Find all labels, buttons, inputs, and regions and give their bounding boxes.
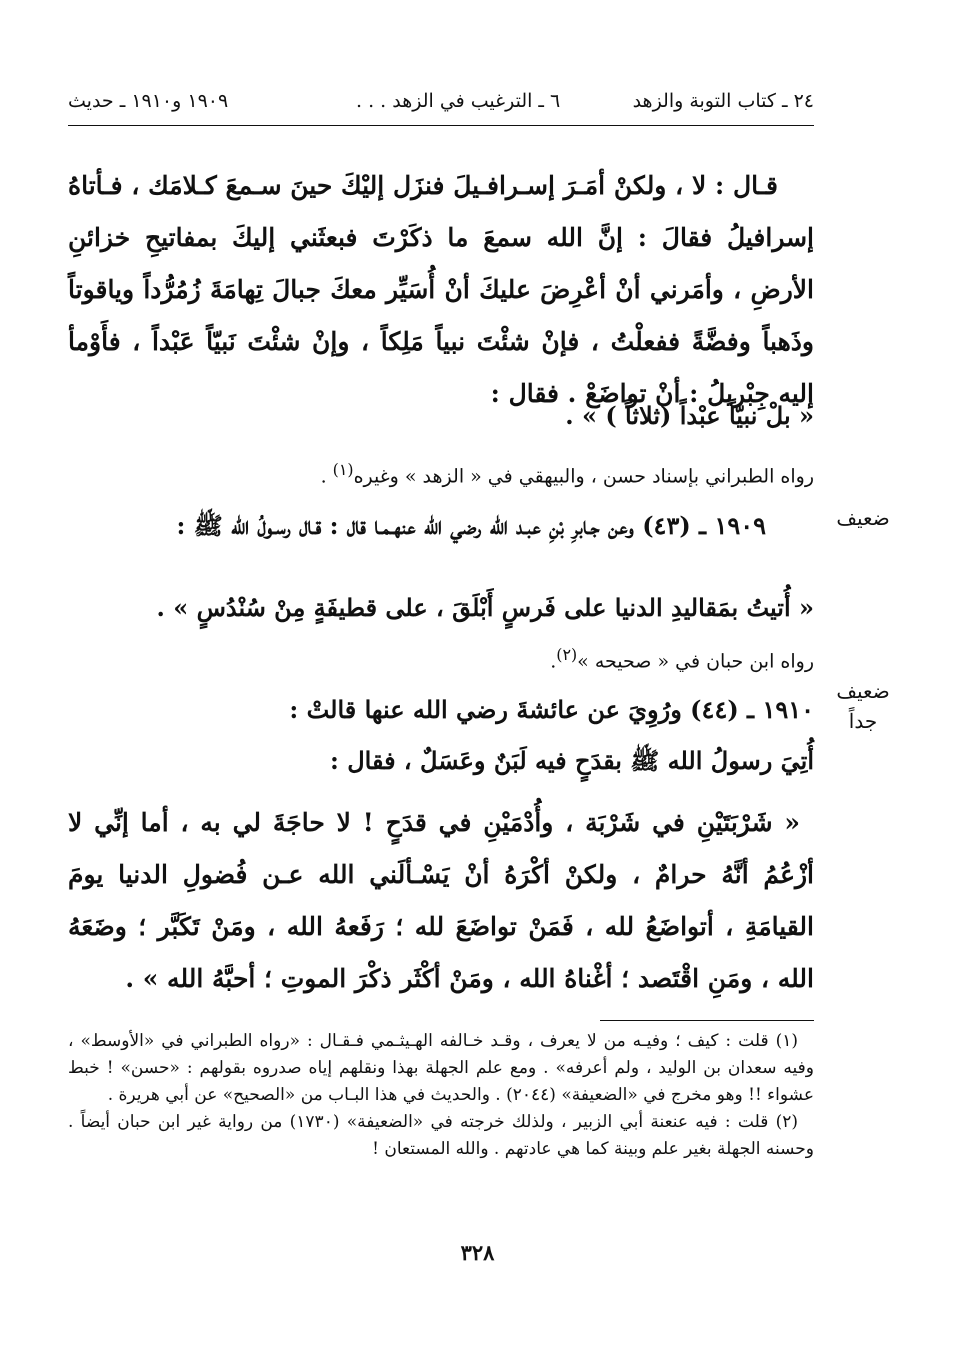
hadith-1910-heading: ١٩١٠ ـ (٤٤) ورُوِيَ عن عائشةَ رضي الله عنها قالتْ : — [289, 695, 814, 724]
page-number: ٣٢٨ — [460, 1240, 495, 1265]
footnote-2: (٢) قلت : فيه عنعنة أبي الزبير ، ولذلك خرجته في «الضعيفة» (١٧٣٠) من رواية غير ابن حبان أيضاً . وحسنه الجهلة بغير علم وبينة كما هي عادتهم . والله المستعان ! — [68, 1112, 814, 1159]
hadith-1910-intro: أُتِيَ رسولُ الله ﷺ بقدَحٍ فيه لَبَنٌ وعَسَلٌ ، فقال : — [329, 746, 814, 775]
continued-hadith-text: قـال : لا ، ولكنْ أمَـرَ إسـرافـيلَ فنزَل إليْكَ حينَ سـمعَ كـلامَك ، فـأتاهُ إسرافيلُ فقالَ : إنَّ الله سمعَ ما ذكَرْتَ فبعثَني إليكَ بمفاتيحِ خزائنِ الأرضِ ، وأمَرني أنْ أعْرِضَ عليكَ أنْ أُسَيِّر معكَ جبالَ تِهامَةَ زُمُرُّداً وياقوتاً وذَهباً وفضَّةً ففعلْتُ ، فإنْ شئْتَ نبياً مَلِكاً ، وإنْ شئْتَ نَبيّاً عَبْداً ، فأَوْمأ إليه جِبْريلُ : أنْ تواضَعْ . فقال : — [68, 171, 814, 408]
running-header — [68, 86, 814, 116]
footnote-ref-1: (١) — [332, 460, 354, 479]
hadith-1910-text: « شَرْبَتَيْنِ في شَرْبَة ، وأُدْمَيْنِ في قدَحٍ ! لا حاجَةَ لي به ، أما إنِّي لا أزْعُمُ أنَّهُ حرامٌ ، ولكنْ أكْرَهُ أنْ يَسْـألَني الله عـن فُضولِ الدنيا يومَ القيامَةِ ، أتواضَعُ لله ، فَمَنْ تواضَعَ لله ؛ رَفَعهُ الله ، ومَنْ تَكَبَّر ؛ وضَعَهُ الله ، ومَنِ اقْتَصد ؛ أغْناهُ الله ، ومَنْ أكْثَر ذكْرَ الموتِ ؛ أحبَّهُ الله » . — [68, 808, 814, 993]
footnotes — [68, 1028, 814, 1163]
source-note-1-end: . — [320, 465, 333, 488]
grade-label-1909: ضعيف — [836, 506, 890, 530]
continued-hadith-quote: « بلْ نبيّاً عبْداً (ثلاثاً ) » . — [565, 401, 814, 430]
header-rule — [68, 125, 814, 126]
source-note-1 — [68, 455, 866, 491]
header-chapter-title: ٦ ـ الترغيب في الزهد . . . — [356, 90, 561, 112]
hadith-1909-heading: ١٩٠٩ ـ (٤٣) وعن جـابرِ بْنِ عبـد الله رضي الله عنهـمـا قال : قـال رسـولُ الله ﷺ : — [176, 511, 766, 540]
source-note-1-text: رواه الطبراني بإسناد حسن ، والبيهقي في « الزهد » وغيره — [353, 465, 814, 488]
source-note-2 — [68, 640, 866, 676]
source-note-2-text: رواه ابن حبان في « صحيحه » — [577, 650, 814, 673]
footnote-rule — [600, 1020, 814, 1021]
source-note-2-end: . — [550, 650, 557, 673]
header-book-title: ٢٤ ـ كتاب التوبة والزهد — [632, 90, 814, 112]
footnote-ref-2: (٢) — [556, 645, 578, 664]
header-hadith-range: ١٩٠٩ و١٩١٠ ـ حديث — [68, 90, 229, 112]
grade-label-1910: ضعيف جداً — [836, 679, 890, 733]
footnote-1: (١) قلت : كيف ؛ وفيـه من لا يعرف ، وقـد خـالفه الهـيثـمي فـقـال : «رواه الطبراني في «الأوسط» ، وفيه سعدان بن الوليد ، ولم أعرفه» . ومع علم الجهلة بهذا ونقلهم إياه صدروه بقولهم : «حسن» ! خبط عشواء !! وهو مخرج في «الضعيفة» (٢٠٤٤) . والحديث في هذا البـاب من «الصحيح» عن أبي هريرة . — [68, 1031, 814, 1105]
hadith-1909-quote: « أُتيتُ بمَقاليدِ الدنيا على فَرسٍ أَبْلَقَ ، على قطيفَةٍ مِنْ سُنْدُسٍ » . — [156, 593, 814, 622]
